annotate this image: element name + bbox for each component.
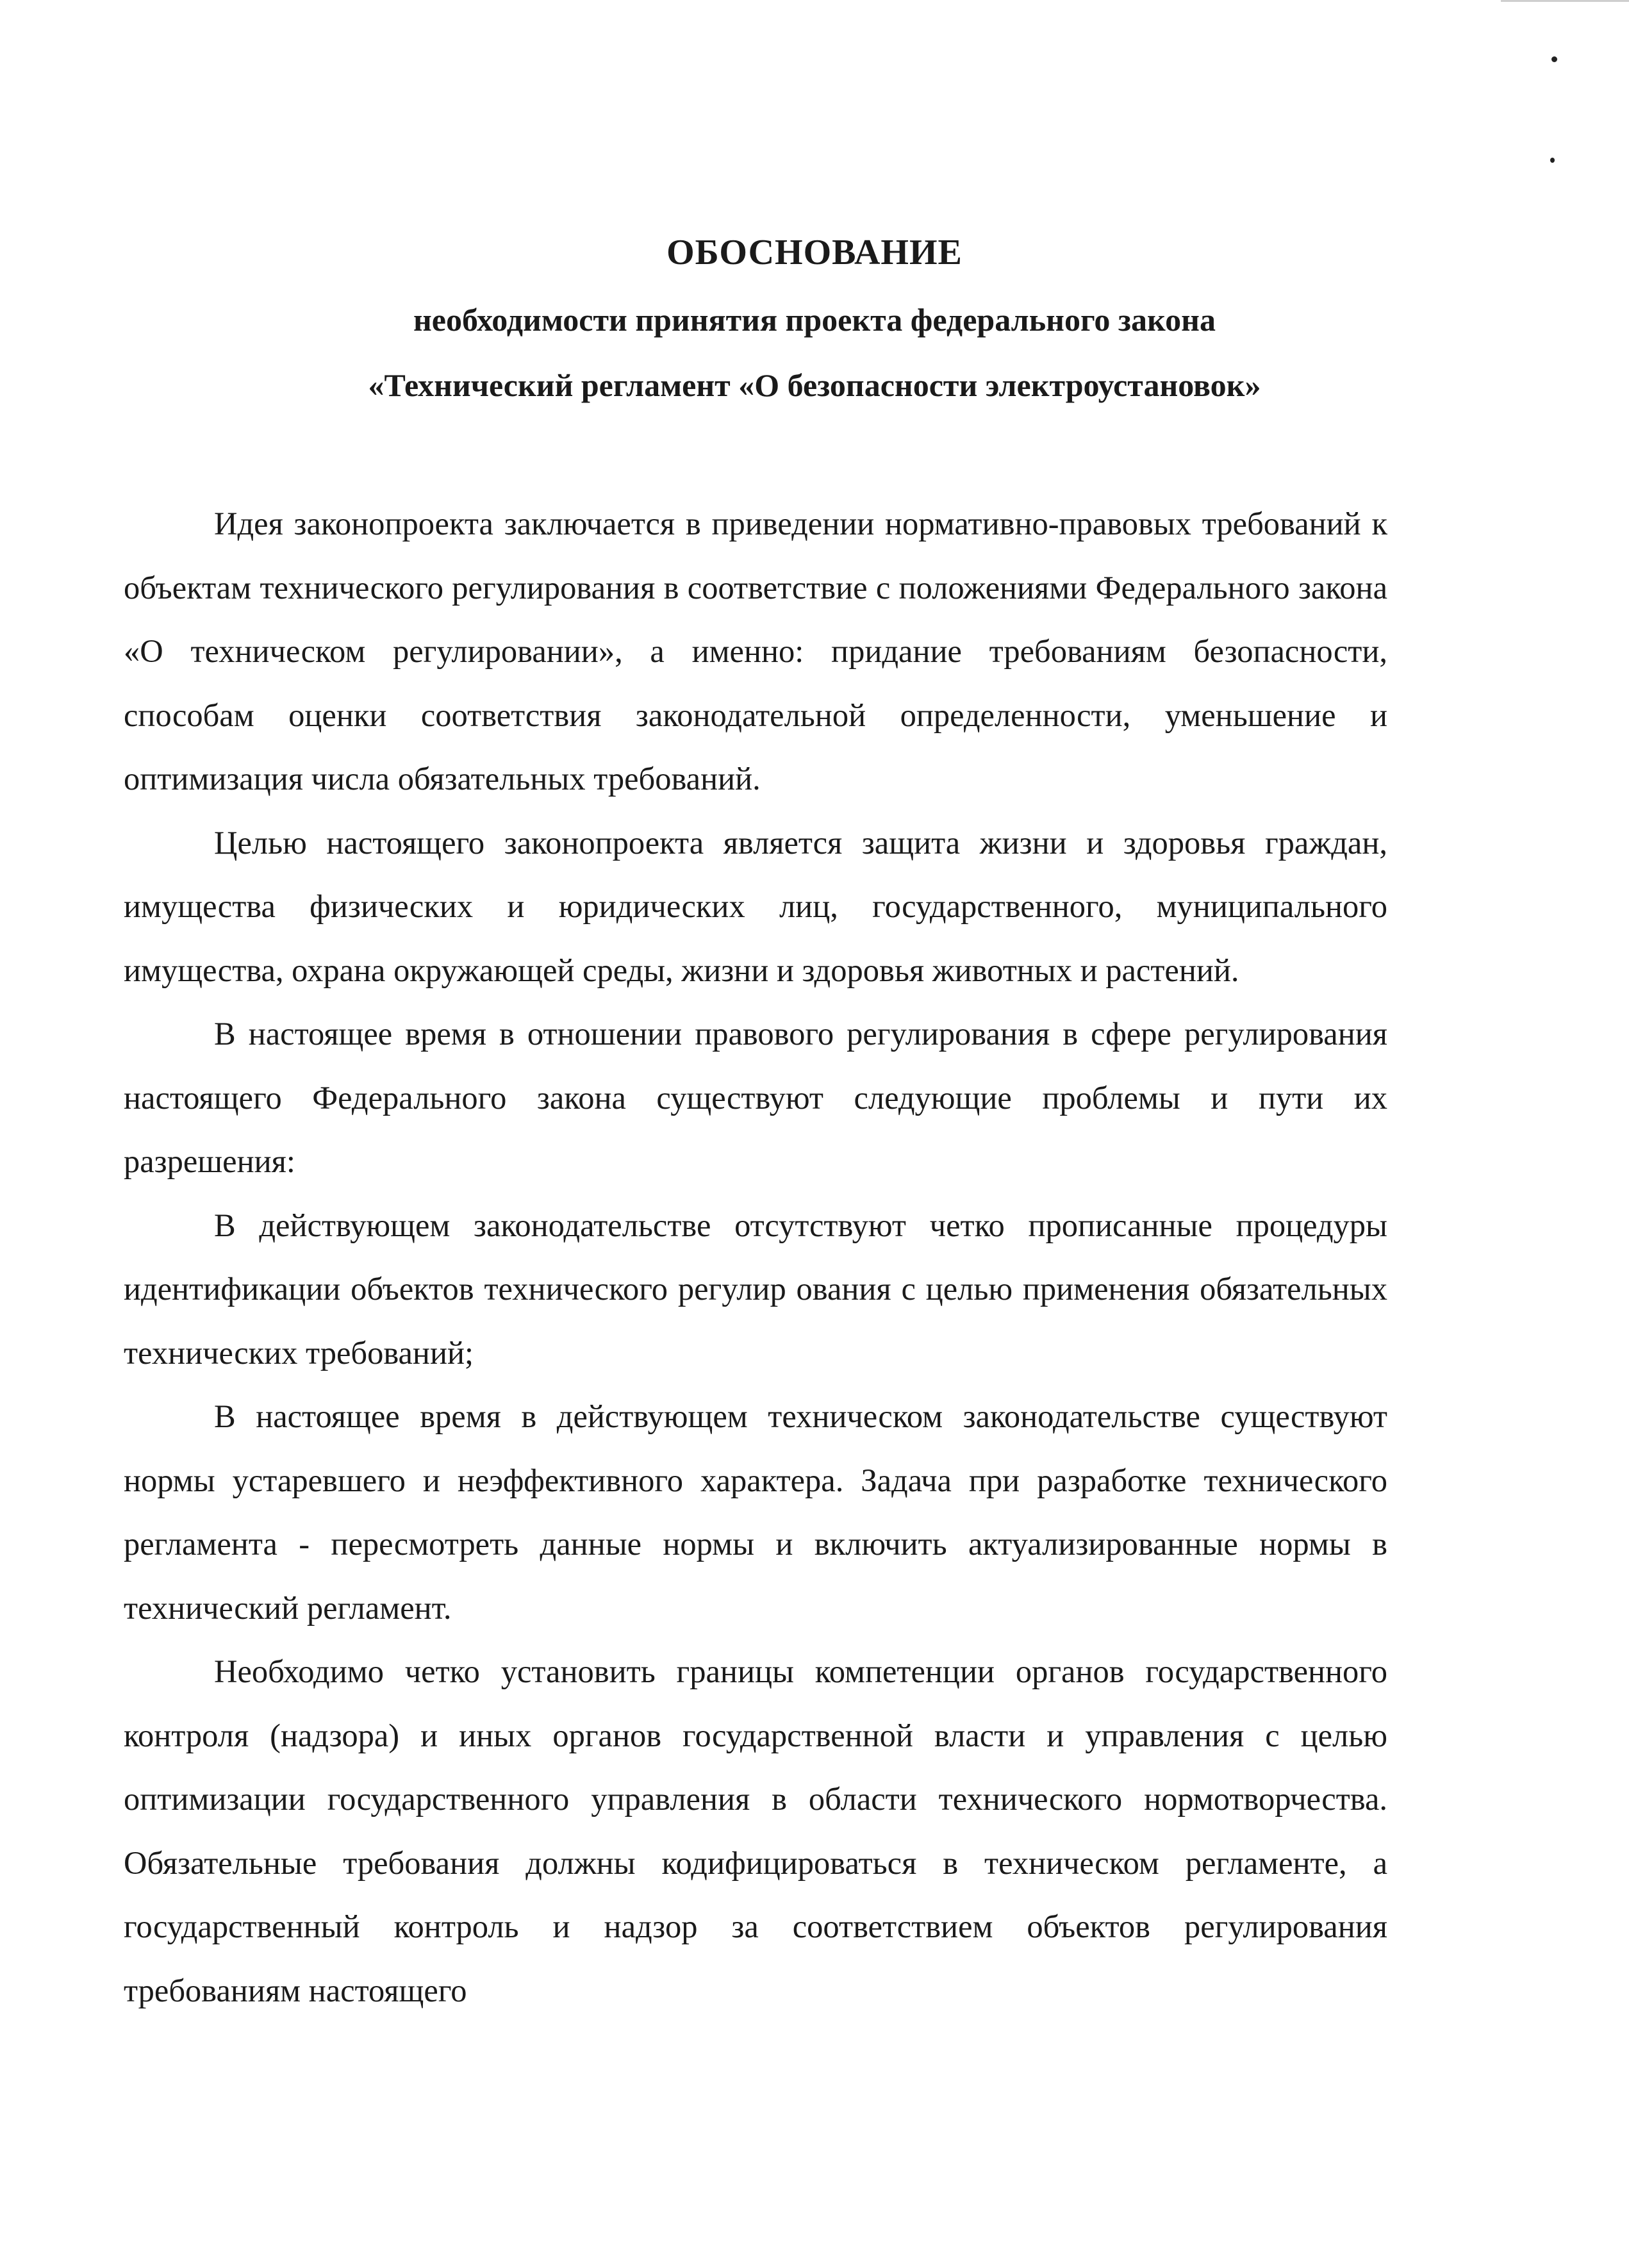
paragraph-goal: Целью настоящего законопроекта является защита жизни и здоровья граждан, имущества физических и юридических лиц, государственного, муниципального имущества, охрана окружающей среды, жизни и здоровья животных и растений. <box>124 824 1387 988</box>
scan-edge-line <box>1501 0 1629 2</box>
scan-speck <box>1550 158 1555 163</box>
paragraph-outdated-norms: В настоящее время в действующем техническом законодательстве существуют нормы устаревшего и неэффективного характера. Задача при разработке технического регламента - пересмотреть данные нормы и включить актуализированные нормы в технический регламент. <box>124 1398 1387 1626</box>
document-subtitle-line-1: необходимости принятия проекта федерального закона <box>413 302 1216 338</box>
paragraph-identification: В действующем законодательстве отсутствуют четко прописанные процедуры идентификации объектов технического регулир ования с целью применения обязательных технических требований; <box>124 1207 1387 1371</box>
document-title: ОБОСНОВАНИЕ <box>666 233 963 272</box>
paragraph-problems-intro: В настоящее время в отношении правового регулирования в сфере регулирования настоящего Федерального закона существуют следующие проблемы и пути их разрешения: <box>124 1016 1387 1179</box>
document-body <box>124 492 1387 2023</box>
paragraph-idea: Идея законопроекта заключается в приведении нормативно-правовых требований к объектам технического регулирования в соответствие с положениями Федерального закона «О техническом регулировании», а именно: придание требованиям безопасности, способам оценки соответствия законодательной определенности, уменьшение и оптимизация числа обязательных требований. <box>124 506 1387 797</box>
document-subtitle-line-2: «Технический регламент «О безопасности электроустановок» <box>368 367 1261 403</box>
scan-speck <box>1551 56 1557 62</box>
paragraph-competence: Необходимо четко установить границы компетенции органов государственного контроля (надзора) и иных органов государственной власти и управления с целью оптимизации государственного управления в области технического нормотворчества. Обязательные требования должны кодифицироваться в техническом регламенте, а государственный контроль и надзор за соответствием объектов регулирования требованиям настоящего <box>124 1653 1387 2008</box>
